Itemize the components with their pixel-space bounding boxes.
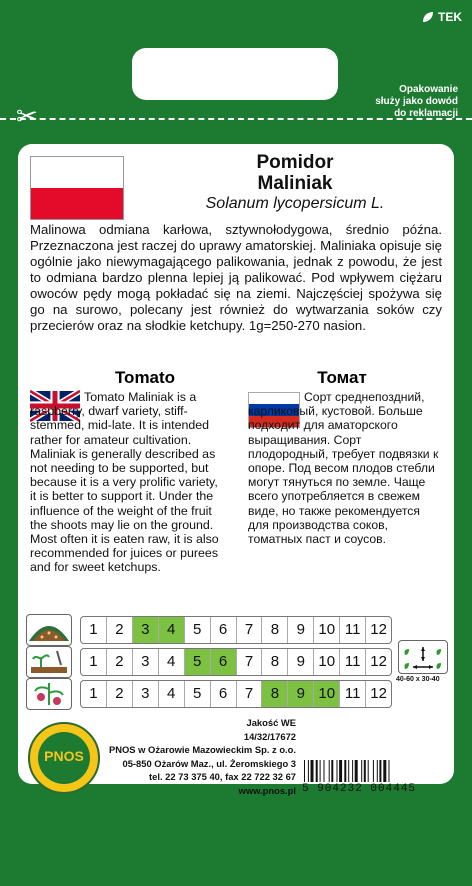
calendar-month-cell: 5 — [185, 649, 211, 675]
calendar-month-cell: 3 — [133, 681, 159, 707]
calendar-month-cell: 4 — [159, 617, 185, 643]
calendar-month-cell: 8 — [262, 681, 288, 707]
harvest-icon — [26, 678, 72, 710]
calendar-month-cell: 4 — [159, 649, 185, 675]
calendar-month-cell: 9 — [288, 649, 314, 675]
quality-seal-logo — [28, 722, 100, 794]
english-heading: Tomato — [114, 368, 176, 387]
description-ru: Сорт среднепоздний, карликовый, кустовой. Больше подходит для аматорского выращивания. Сорт плодородный, требует подвязки к опоре. Под весом плодов стебли могут тянуться по земле. Чаще всего употребляется в свежем виде, но также рекомендуется для производства соков, томатных паст и соусов. — [248, 390, 439, 547]
poland-flag-icon — [30, 156, 124, 220]
calendar-month-cell: 3 — [133, 649, 159, 675]
calendar-month-cell: 12 — [370, 685, 387, 702]
calendar-sowing — [80, 616, 392, 644]
title-line2: Maliniak — [257, 173, 333, 194]
calendar-month-cell: 4 — [159, 681, 185, 707]
company-phone: tel. 22 73 375 40, fax 22 722 32 67 — [149, 771, 296, 782]
russian-heading: Томат — [317, 368, 367, 387]
calendar-month-cell: 7 — [237, 617, 263, 643]
calendar-month-cell: 8 — [262, 649, 288, 675]
seal-text: PNOS — [44, 748, 84, 764]
calendar-month-cell: 10 — [314, 617, 340, 643]
calendar-month-cell: 7 — [237, 649, 263, 675]
calendar-month-cell: 10 — [314, 649, 340, 675]
calendar-planting — [80, 648, 392, 676]
quality-label: Jakość WE — [246, 717, 296, 728]
lot-number: 14/32/17672 — [243, 730, 296, 742]
title-line1: Pomidor — [256, 152, 334, 173]
leaf-icon — [421, 10, 435, 24]
scissors-icon: ✂ — [16, 101, 38, 131]
transplant-icon — [26, 646, 72, 678]
hanging-tab — [132, 48, 338, 100]
latin-name: Solanum lycopersicum L. — [205, 195, 385, 212]
bottom-band — [0, 808, 472, 886]
brand-logo — [421, 10, 462, 24]
cutout-note: Opakowanie służy jako dowód do reklamacji — [375, 84, 458, 119]
calendar-month-cell: 12 — [370, 621, 387, 638]
product-title — [150, 152, 440, 214]
calendar-harvest — [80, 680, 392, 708]
calendar-month-cell: 11 — [340, 617, 366, 643]
brand-label: TEK — [438, 10, 462, 24]
calendar-month-cell: 6 — [211, 681, 237, 707]
calendar-month-cell: 10 — [314, 681, 340, 707]
barcode-number: 5 904232 004445 — [302, 783, 417, 795]
calendar-month-cell: 7 — [237, 681, 263, 707]
calendar-month-cell: 1 — [81, 681, 107, 707]
description-pl: Malinowa odmiana karłowa, sztywnołodygowa, średnio późna. Przeznaczona jest raczej do uprawy amatorskiej. Maliniaka opisuje się ogólnie jako niewymagającego palikowania, jednak z powodu, że jest to odmiana bardzo plenna lepiej ją palikować. Pod wpływem ciężaru owoców pędy mogą pokładać się na ziemi. Najczęściej spożywa się go na surowo, polecany jest również do wytwarzania soków czy przecierów oraz na słodkie ketchupy. 1g=250-270 nasion. — [30, 222, 442, 333]
calendar-month-cell: 9 — [288, 617, 314, 643]
calendar-month-cell: 12 — [370, 653, 387, 670]
calendar-month-cell: 6 — [211, 617, 237, 643]
company-name: PNOS w Ożarowie Mazowieckim Sp. z o.o. — [108, 744, 296, 755]
company-info — [100, 716, 296, 797]
company-address: 05-850 Ożarów Maz., ul. Żeromskiego 3 — [122, 757, 296, 769]
calendar-month-cell: 11 — [340, 681, 366, 707]
calendar-month-cell: 1 — [81, 617, 107, 643]
spacing-icon — [398, 640, 448, 674]
calendar-month-cell: 5 — [185, 617, 211, 643]
calendar-month-cell: 8 — [262, 617, 288, 643]
calendar-month-cell: 1 — [81, 649, 107, 675]
calendar-month-cell: 2 — [107, 681, 133, 707]
calendar-month-cell: 11 — [340, 649, 366, 675]
calendar-month-cell: 2 — [107, 649, 133, 675]
calendar-month-cell: 2 — [107, 617, 133, 643]
calendar-month-cell: 9 — [288, 681, 314, 707]
company-website: www.pnos.pl — [238, 784, 296, 796]
calendar-month-cell: 5 — [185, 681, 211, 707]
description-en: Tomato Maliniak is a raspberry, dwarf variety, stiff-stemmed, mid-late. It is intended rather for amateur cultivation. Maliniak is generally described as not needing to be supported, but because it is a very prolific variety, it is better to support it. Under the influence of the weight of the fruit the shoots may lie on the ground. Most often it is eaten raw, it is also recommended for juices or purees and for sweet ketchups. — [30, 390, 219, 575]
calendar-month-cell: 6 — [211, 649, 237, 675]
seedbed-icon — [26, 614, 72, 646]
spacing-label: 40-60 x 30-40 — [396, 676, 440, 683]
calendar-month-cell: 3 — [133, 617, 159, 643]
